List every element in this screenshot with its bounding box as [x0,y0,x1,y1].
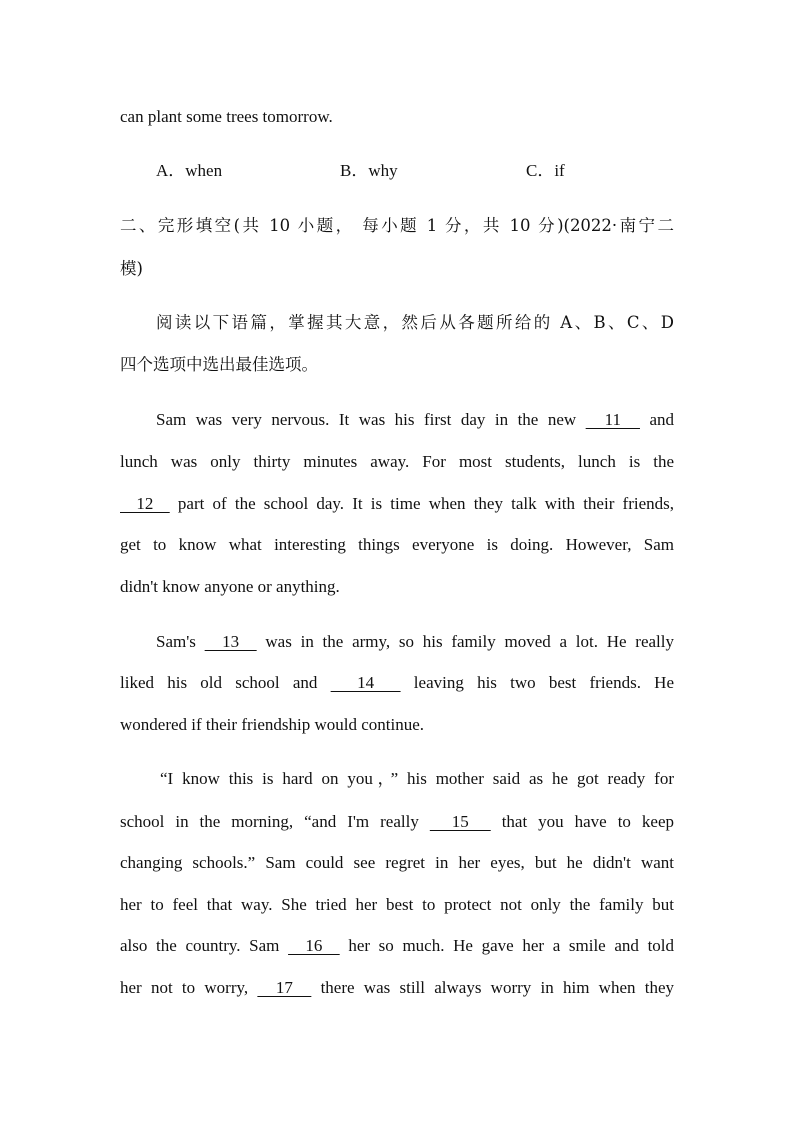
stem-text: can plant some trees tomorrow. [120,107,333,126]
p2-line3 [120,714,674,736]
text: her so much. He gave her a smile and told [339,936,675,955]
p3-line4 [120,894,674,916]
blank-16: 16 [288,936,340,955]
text: liked his old school and [120,673,331,692]
p3-line3 [120,852,674,874]
question-stem-end [120,106,674,128]
p1-line5 [120,576,674,598]
section-heading-line1: 二、完形填空(共 10 小题， 每小题 1 分，共 10 分)(2022·南宁二 [120,216,674,235]
text: also the country. Sam [120,936,289,955]
blank-13: 13 [204,632,257,651]
section-heading-line2: 模) [120,259,143,278]
p2-line2 [120,672,674,694]
p3-line6 [120,977,674,999]
option-a: A．when [156,161,223,180]
text: wondered if their friendship would continue. [120,715,425,734]
p3-line5 [120,935,674,957]
blank-17: 17 [257,978,312,997]
option-c: C．if [526,161,565,180]
p2-line1 [156,631,674,653]
text: “I know this is hard on you，” his mother said as he got ready for [160,769,674,788]
blank-14: 14 [330,673,401,692]
instruction-line2: 四个选项中选出最佳选项。 [120,355,318,374]
text: was in the army, so his family moved a lot. He really [256,632,675,651]
section-heading-cont [120,258,674,280]
text: there was still always worry in him when they [311,978,674,997]
text: Sam was very nervous. It was his first day in the new [156,410,586,429]
text: Sam's [156,632,205,651]
text: and [639,410,674,429]
text: her not to worry, [120,978,258,997]
instruction-cont [120,354,674,376]
text: leaving his two best friends. He [400,673,675,692]
instruction-line1: 阅读以下语篇，掌握其大意，然后从各题所给的 A、B、C、D [156,313,674,332]
text: part of the school day. It is time when they talk with their friends, [169,494,674,513]
text: lunch was only thirty minutes away. For most students, lunch is the [120,452,674,471]
text: her to feel that way. She tried her best to protect not only the family but [120,895,674,914]
p1-line2 [120,451,674,473]
text: get to know what interesting things everyone is doing. However, Sam [120,535,674,554]
text: school in the morning, “and I'm really [120,812,430,831]
p3-line1 [160,768,674,790]
p1-line3 [120,493,674,515]
blank-12: 12 [120,494,170,513]
instruction [156,312,674,334]
p1-line4 [120,534,674,556]
text: changing schools.” Sam could see regret in her eyes, but he didn't want [120,853,674,872]
section-heading [120,215,674,237]
option-b: B．why [340,161,398,180]
blank-11: 11 [585,410,640,429]
p3-line2 [120,811,674,833]
text: that you have to keep [490,812,674,831]
blank-15: 15 [429,812,491,831]
p1-line1 [156,409,674,431]
text: didn't know anyone or anything. [120,577,340,596]
